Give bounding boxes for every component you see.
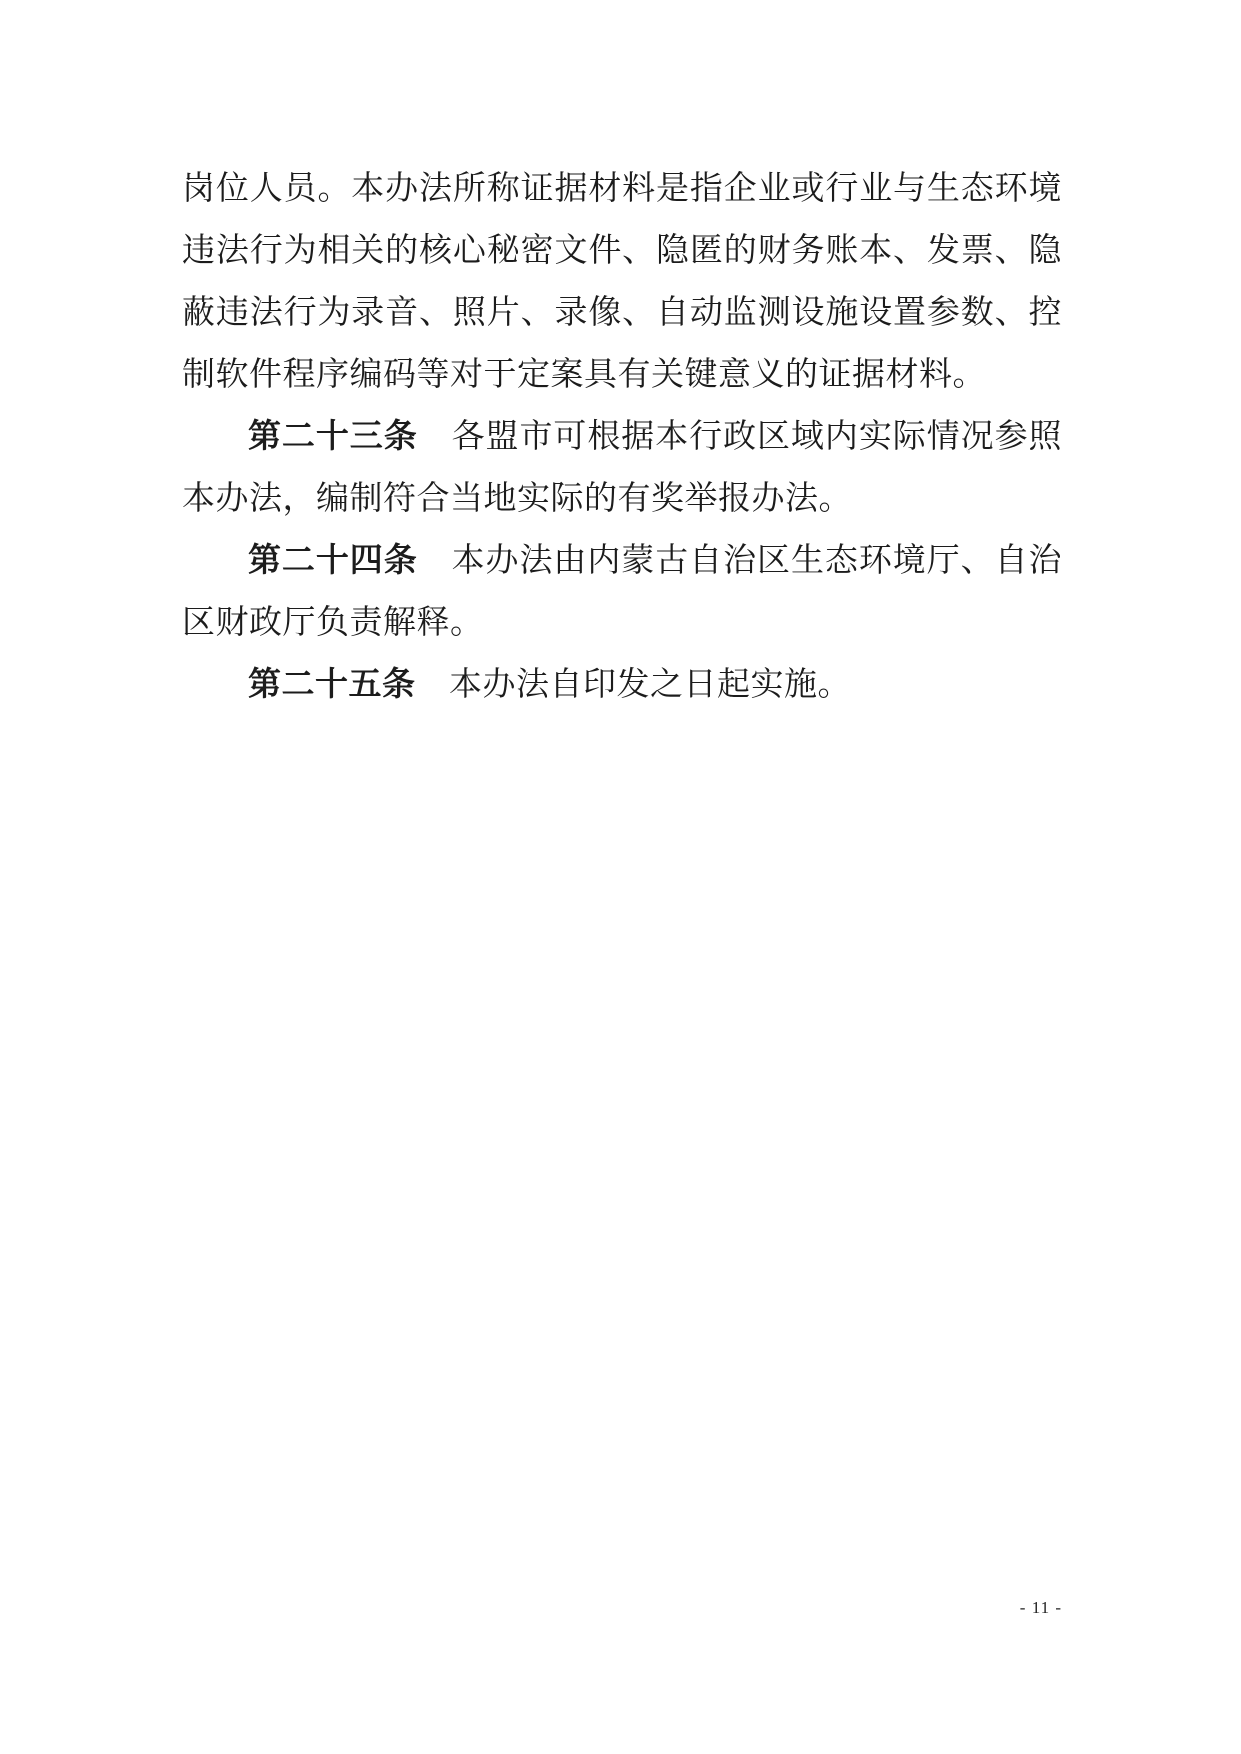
page-number: - 11 - bbox=[1019, 1598, 1062, 1617]
paragraph bbox=[182, 158, 1062, 406]
paragraph-text: 岗位人员。本办法所称证据材料是指企业或行业与生态环境违法行为相关的核心秘密文件、隐匿的财务账本、发票、隐蔽违法行为录音、照片、录像、自动监测设施设置参数、控制软件程序编码等对于定案具有关键意义的证据材料。 bbox=[182, 171, 1062, 393]
paragraph bbox=[182, 654, 1062, 716]
paragraph bbox=[182, 406, 1062, 530]
paragraph-text: 本办法由内蒙古自治区生态环境厅、自治区财政厅负责解释。 bbox=[182, 543, 1063, 641]
paragraph-text: 本办法自印发之日起实施。 bbox=[415, 667, 851, 703]
article-number: 第二十五条 bbox=[248, 667, 416, 703]
paragraph bbox=[182, 530, 1062, 654]
paragraph-text: 各盟市可根据本行政区域内实际情况参照本办法，编制符合当地实际的有奖举报办法。 bbox=[182, 419, 1063, 517]
article-number: 第二十三条 bbox=[248, 419, 418, 455]
document-body bbox=[182, 158, 1062, 716]
article-number: 第二十四条 bbox=[248, 543, 418, 579]
